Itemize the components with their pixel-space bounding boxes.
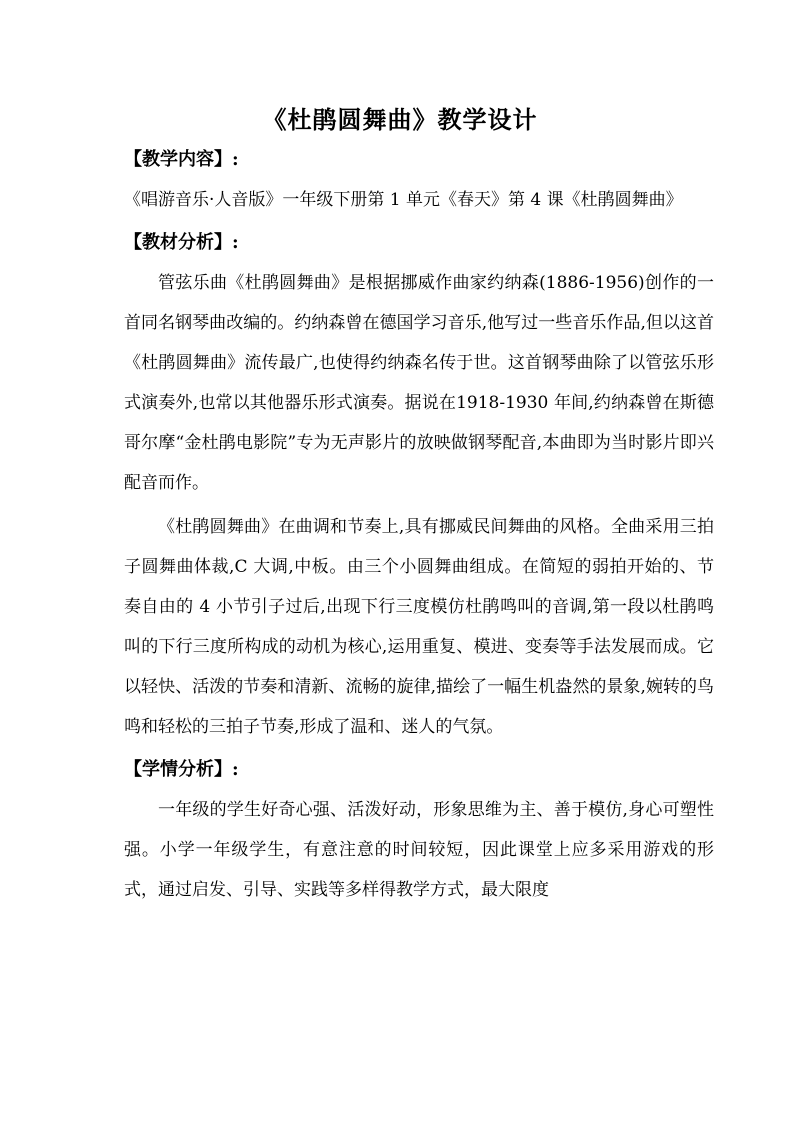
section-heading-material-analysis: 【教材分析】:	[124, 232, 239, 253]
section-heading-teaching-content: 【教学内容】:	[124, 149, 239, 170]
paragraph-student-analysis: 一年级的学生好奇心强、活泼好动，形象思维为主、善于模仿,身心可塑性强。小学一年级学生，有意注意的时间较短，因此课堂上应多采用游戏的形式，通过启发、引导、实践等多样得教学方式，最大限度	[124, 800, 714, 900]
document-title: 《杜鹃圆舞曲》教学设计	[262, 105, 538, 134]
section-student-analysis	[124, 750, 714, 910]
paragraph-teaching-content: 《唱游音乐·人音版》一年级下册第 1 单元《春天》第 4 课《杜鹃圆舞曲》	[124, 190, 683, 210]
section-heading-student-analysis: 【学情分析】:	[124, 759, 239, 780]
section-teaching-content	[124, 140, 714, 220]
paragraph-material-analysis-2: 《杜鹃圆舞曲》在曲调和节奏上,具有挪威民间舞曲的风格。全曲采用三拍子圆舞曲体裁,C 大调,中板。由三个小圆舞曲组成。在简短的弱拍开始的、节奏自由的 4 小节引子过后,出现下行三度模仿杜鹃鸣叫的音调,第一段以杜鹃鸣叫的下行三度所构成的动机为核心,运用重复、模进、变奏等手法发展而成。它以轻快、活泼的节奏和清新、流畅的旋律,描绘了一幅生机盎然的景象,婉转的鸟鸣和轻松的三拍子节奏,形成了温和、迷人的气氛。	[124, 517, 714, 737]
document-body	[124, 140, 714, 910]
paragraph-material-analysis-1: 管弦乐曲《杜鹃圆舞曲》是根据挪威作曲家约纳森(1886-1956)创作的一首同名钢琴曲改编的。约纳森曾在德国学习音乐,他写过一些音乐作品,但以这首《杜鹃圆舞曲》流传最广,也使得约纳森名传于世。这首钢琴曲除了以管弦乐形式演奏外,也常以其他器乐形式演奏。据说在1918-1930 年间,约纳森曾在斯德哥尔摩“金杜鹃电影院”专为无声影片的放映做钢琴配音,本曲即为当时影片即兴配音而作。	[124, 273, 714, 493]
section-material-analysis	[124, 223, 714, 747]
